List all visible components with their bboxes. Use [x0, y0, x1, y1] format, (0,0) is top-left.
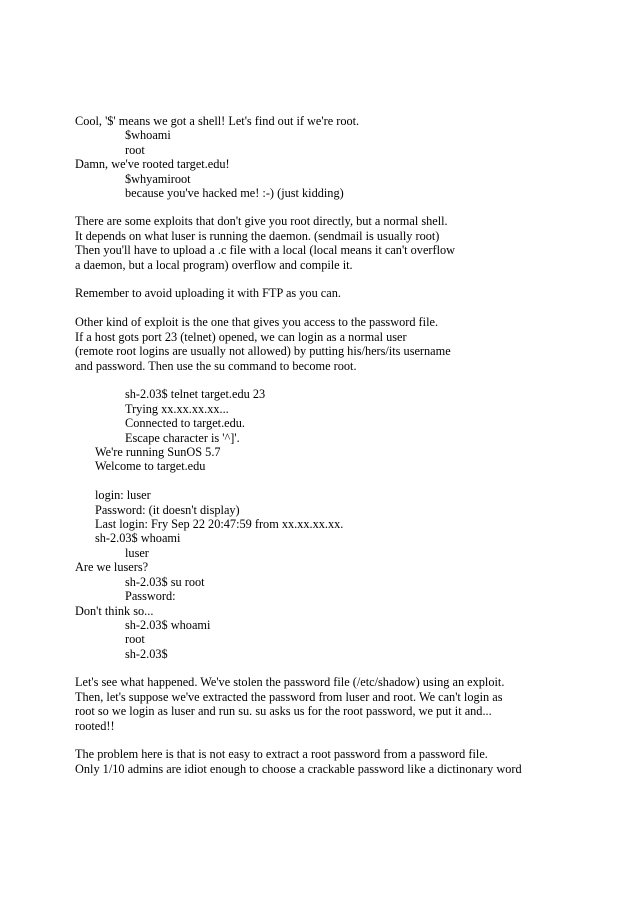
text-line: root so we login as luser and run su. su asks us for the root password, we put it and...: [75, 704, 492, 718]
code-line: Escape character is '^]'.: [125, 431, 240, 445]
text-line: Let's see what happened. We've stolen the password file (/etc/shadow) using an exploit.: [75, 675, 505, 689]
code-line: sh-2.03$: [125, 647, 168, 661]
text-line: Then, let's suppose we've extracted the password from luser and root. We can't login as: [75, 690, 503, 704]
code-line: $whyamiroot: [125, 172, 191, 186]
text-line: Cool, '$' means we got a shell! Let's find out if we're root.: [75, 114, 360, 128]
text-line: The problem here is that is not easy to extract a root password from a password file.: [75, 747, 488, 761]
text-line: Are we lusers?: [75, 560, 149, 574]
code-line: login: luser: [95, 488, 151, 502]
text-line: It depends on what luser is running the daemon. (sendmail is usually root): [75, 229, 440, 243]
text-line: There are some exploits that don't give you root directly, but a normal shell.: [75, 214, 448, 228]
code-line: Last login: Fry Sep 22 20:47:59 from xx.xx.xx.xx.: [95, 517, 344, 531]
code-line: Trying xx.xx.xx.xx...: [125, 402, 229, 416]
text-line: and password. Then use the su command to become root.: [75, 359, 357, 373]
code-line: root: [125, 143, 145, 157]
text-line: rooted!!: [75, 719, 115, 733]
text-line: If a host gots port 23 (telnet) opened, we can login as a normal user: [75, 330, 407, 344]
code-line: Password: (it doesn't display): [95, 503, 240, 517]
code-line: root: [125, 632, 145, 646]
code-line: We're running SunOS 5.7: [95, 445, 221, 459]
code-line: sh-2.03$ su root: [125, 575, 205, 589]
code-line: because you've hacked me! :-) (just kidding): [125, 186, 344, 200]
code-line: Password:: [125, 589, 176, 603]
code-line: sh-2.03$ telnet target.edu 23: [125, 387, 266, 401]
text-line: a daemon, but a local program) overflow and compile it.: [75, 258, 353, 272]
text-line: Damn, we've rooted target.edu!: [75, 157, 230, 171]
code-line: luser: [125, 546, 149, 560]
code-line: Connected to target.edu.: [125, 416, 245, 430]
text-line: Other kind of exploit is the one that gives you access to the password file.: [75, 315, 439, 329]
text-line: Only 1/10 admins are idiot enough to choose a crackable password like a dictinonary word: [75, 762, 522, 776]
text-line: Remember to avoid uploading it with FTP as you can.: [75, 286, 341, 300]
code-line: sh-2.03$ whoami: [125, 618, 211, 632]
code-line: Welcome to target.edu: [95, 459, 206, 473]
code-line: $whoami: [125, 128, 171, 142]
code-line: sh-2.03$ whoami: [95, 531, 181, 545]
text-line: Don't think so...: [75, 604, 154, 618]
text-line: Then you'll have to upload a .c file with a local (local means it can't overflow: [75, 243, 456, 257]
text-line: (remote root logins are usually not allowed) by putting his/hers/its username: [75, 344, 451, 358]
